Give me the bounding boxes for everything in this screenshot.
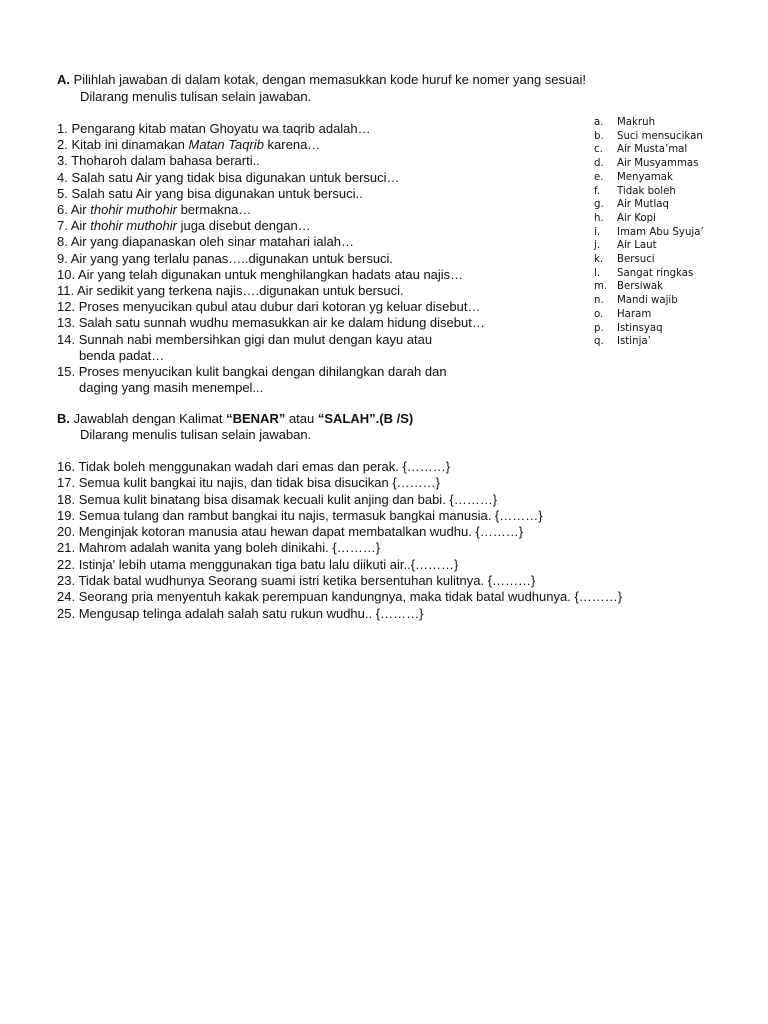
question-14: 14. Sunnah nabi membersihkan gigi dan mulut dengan kayu atau benda padat…	[57, 331, 433, 363]
question-13: 13. Salah satu sunnah wudhu memasukkan air ke dalam hidung disebut…	[57, 315, 485, 331]
section-a-letter: A.	[57, 72, 70, 87]
question-5: 5. Salah satu Air yang bisa digunakan untuk bersuci..	[57, 185, 363, 201]
option-o: o. Haram	[594, 308, 652, 320]
option-h: h. Air Kopi	[594, 212, 656, 224]
question-9: 9. Air yang yang terlalu panas…..digunakan untuk bersuci.	[57, 250, 394, 266]
option-d: d. Air Musyammas	[594, 158, 699, 170]
question-6: 6. Air thohir muthohir bermakna…	[57, 202, 252, 218]
section-a-heading	[57, 72, 586, 88]
question-12: 12. Proses menyucikan qubul atau dubur dari kotoran yg keluar disebut…	[57, 299, 481, 315]
question-7: 7. Air thohir muthohir juga disebut dengan…	[57, 218, 311, 234]
question-1: 1. Pengarang kitab matan Ghoyatu wa taqrib adalah…	[57, 121, 371, 136]
salah-label: “SALAH”.(B /S)	[317, 411, 414, 426]
option-n: n. Mandi wajib	[594, 295, 678, 307]
option-l: l. Sangat ringkas	[594, 267, 694, 279]
section-a-question-list	[57, 121, 485, 396]
section-b-instruction: Jawablah dengan Kalimat	[70, 411, 227, 426]
question-15: 15. Proses menyucikan kulit bangkai dengan dihilangkan darah dan daging yang masih menempel...	[57, 364, 447, 396]
option-g: g. Air Mutlaq	[594, 199, 670, 211]
question-18: 18. Semua kulit binatang bisa disamak kecuali kulit anjing dan babi. {………}	[57, 491, 498, 507]
answer-options-list	[594, 116, 764, 349]
question-24: 24. Seorang pria menyentuh kakak perempuan kandungnya, maka tidak batal wudhunya. {………}	[57, 589, 623, 605]
option-a: a. Makruh	[594, 117, 656, 128]
question-22: 22. Istinja' lebih utama menggunakan tiga batu lalu diikuti air..{………}	[57, 556, 459, 572]
benar-label: “BENAR”	[226, 411, 286, 426]
option-p: p. Istinsyaq	[594, 322, 663, 334]
option-c: c. Air Musta’mal	[594, 144, 688, 156]
section-b-letter: B.	[57, 411, 70, 426]
question-23: 23. Tidak batal wudhunya Seorang suami istri ketika bersentuhan kulitnya. {………}	[57, 573, 536, 589]
section-b-note: Dilarang menulis tulisan selain jawaban.	[80, 427, 312, 442]
question-21: 21. Mahrom adalah wanita yang boleh dinikahi. {………}	[57, 540, 381, 556]
option-k: k. Bersuci	[594, 254, 655, 266]
section-a-instruction: Pilihlah jawaban di dalam kotak, dengan memasukkan kode huruf ke nomer yang sesuai!	[70, 72, 586, 87]
question-8: 8. Air yang diapanaskan oleh sinar matahari ialah…	[57, 234, 355, 250]
option-j: j. Air Laut	[594, 240, 657, 252]
question-11: 11. Air sedikit yang terkena najis….digunakan untuk bersuci.	[57, 283, 404, 299]
option-q: q. Istinja’	[594, 336, 651, 348]
option-m: m. Bersiwak	[594, 281, 664, 293]
section-b-question-list	[57, 459, 622, 622]
question-16: 16. Tidak boleh menggunakan wadah dari emas dan perak. {………}	[57, 459, 451, 474]
question-2: 2. Kitab ini dinamakan Matan Taqrib karena…	[57, 137, 321, 153]
option-b: b. Suci mensucikan	[594, 130, 703, 142]
question-4: 4. Salah satu Air yang tidak bisa digunakan untuk bersuci…	[57, 169, 400, 185]
section-a-note: Dilarang menulis tulisan selain jawaban.	[80, 89, 312, 104]
question-3: 3. Thoharoh dalam bahasa berarti..	[57, 153, 260, 169]
option-i: i. Imam Abu Syuja’	[594, 226, 704, 238]
option-f: f. Tidak boleh	[594, 185, 676, 197]
question-17: 17. Semua kulit bangkai itu najis, dan tidak bisa disucikan {………}	[57, 475, 440, 491]
section-b-heading: B. Jawablah dengan Kalimat “BENAR” atau “SALAH”.(B /S)	[57, 411, 414, 426]
question-19: 19. Semua tulang dan rambut bangkai itu najis, termasuk bangkai manusia. {………}	[57, 507, 543, 523]
question-10: 10. Air yang telah digunakan untuk menghilangkan hadats atau najis…	[57, 266, 464, 282]
option-e: e. Menyamak	[594, 171, 673, 183]
question-25: 25. Mengusap telinga adalah salah satu rukun wudhu.. {………}	[57, 605, 424, 621]
question-20: 20. Menginjak kotoran manusia atau hewan dapat membatalkan wudhu. {………}	[57, 524, 524, 540]
